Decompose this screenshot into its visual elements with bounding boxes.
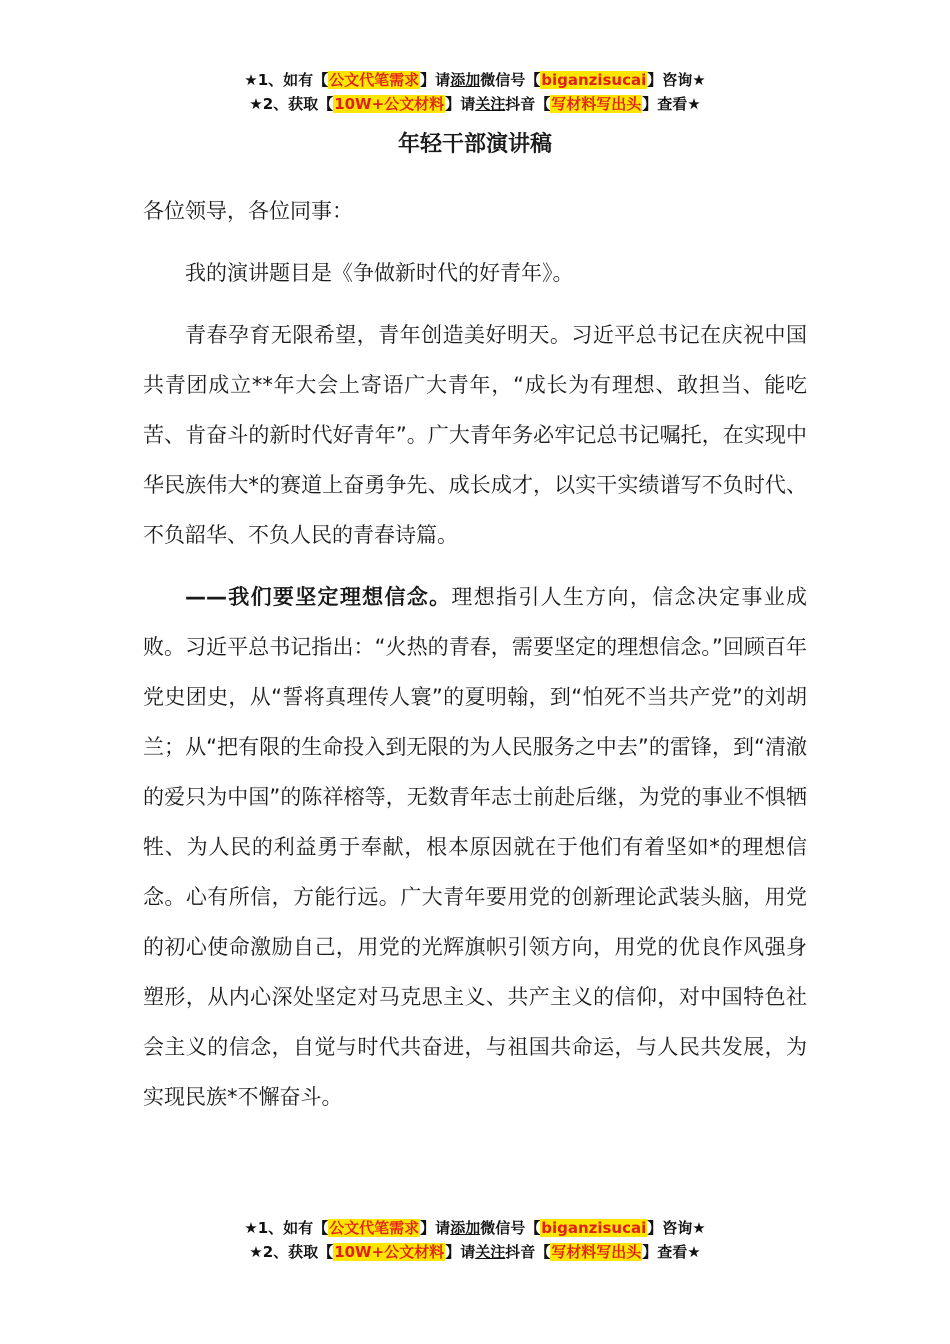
- promo-douyin-id: 写材料写出头: [551, 1243, 642, 1261]
- promo-underline: 添加: [450, 1219, 481, 1237]
- promo-text: ★2、获取【: [249, 95, 334, 113]
- promo-text: 】查看★: [642, 95, 701, 113]
- promo-text: ★1、如有【: [244, 1219, 329, 1237]
- promo-text: 】查看★: [642, 1243, 701, 1261]
- promo-text: 】咨询★: [647, 1219, 706, 1237]
- promo-text: 】请: [420, 71, 451, 89]
- paragraph-topic: 我的演讲题目是《争做新时代的好青年》。: [185, 261, 574, 285]
- paragraph-ideals: [143, 572, 807, 1122]
- promo-douyin-id: 写材料写出头: [551, 95, 642, 113]
- promo-line-2: [0, 1240, 950, 1264]
- promo-line-1: [0, 1216, 950, 1240]
- document-title: 年轻干部演讲稿: [397, 132, 552, 157]
- promo-text: ★1、如有【: [244, 71, 329, 89]
- promo-text: 】请: [445, 95, 476, 113]
- promo-banner-bottom: [0, 1216, 950, 1264]
- promo-text: ★2、获取【: [249, 1243, 334, 1261]
- promo-text: 】请: [445, 1243, 476, 1261]
- promo-line-1: [0, 68, 950, 92]
- promo-underline: 关注: [475, 95, 506, 113]
- promo-wechat-id: biganzisucai: [541, 71, 647, 89]
- promo-highlight: 10W+公文材料: [334, 95, 445, 113]
- promo-text: 微信号【: [480, 1219, 541, 1237]
- promo-banner-top: [0, 68, 950, 116]
- promo-underline: 关注: [475, 1243, 506, 1261]
- promo-highlight: 公文代笔需求: [329, 1219, 420, 1237]
- promo-text: 抖音【: [505, 95, 551, 113]
- paragraph-ideals-text: 理想指引人生方向，信念决定事业成败。习近平总书记指出：“火热的青春，需要坚定的理想信念。”回顾百年党史团史，从“誓将真理传人寰”的夏明翰，到“怕死不当共产党”的刘胡兰；从“把有限的生命投入到无限的为人民服务之中去”的雷锋，到“清澈的爱只为中国”的陈祥榕等，无数青年志士前赴后继，为党的事业不惧牺牲、为人民的利益勇于奉献，根本原因就在于他们有着坚如*的理想信念。心有所信，方能行远。广大青年要用党的创新理论武装头脑，用党的初心使命激励自己，用党的光辉旗帜引领方向，用党的优良作风强身塑形，从内心深处坚定对马克思主义、共产主义的信仰，对中国特色社会主义的信念，自觉与时代共奋进，与祖国共命运，与人民共发展，为实现民族*不懈奋斗。: [143, 585, 808, 1109]
- promo-text: 抖音【: [505, 1243, 551, 1261]
- section-heading: ——我们要坚定理想信念。: [185, 585, 452, 609]
- promo-wechat-id: biganzisucai: [541, 1219, 647, 1237]
- promo-underline: 添加: [450, 71, 481, 89]
- promo-highlight: 10W+公文材料: [334, 1243, 445, 1261]
- promo-line-2: [0, 92, 950, 116]
- promo-text: 】咨询★: [647, 71, 706, 89]
- salutation: 各位领导，各位同事：: [143, 199, 353, 223]
- promo-text: 微信号【: [480, 71, 541, 89]
- promo-highlight: 公文代笔需求: [329, 71, 420, 89]
- paragraph-intro: 青春孕育无限希望，青年创造美好明天。习近平总书记在庆祝中国共青团成立**年大会上寄语广大青年，“成长为有理想、敢担当、能吃苦、肯奋斗的新时代好青年”。广大青年务必牢记总书记嘱托，在实现中华民族伟大*的赛道上奋勇争先、成长成才，以实干实绩谱写不负时代、不负韶华、不负人民的青春诗篇。: [143, 323, 807, 547]
- document-body: [143, 186, 807, 1122]
- promo-text: 】请: [420, 1219, 451, 1237]
